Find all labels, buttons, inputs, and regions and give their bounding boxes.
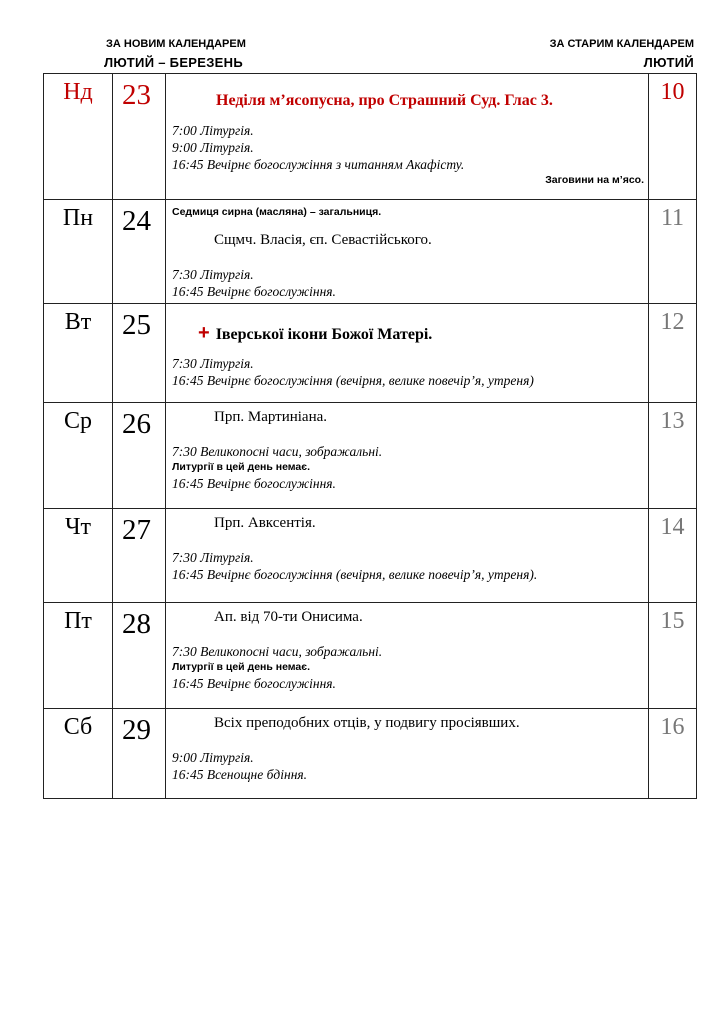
schedule-line: 7:00 Літургія. (172, 123, 254, 138)
new-date: 24 (113, 200, 166, 304)
schedule (172, 549, 644, 583)
day-of-week: Нд (44, 74, 113, 200)
schedule-line: 9:00 Літургія. (172, 140, 254, 155)
header-old-calendar: ЗА СТАРИМ КАЛЕНДАРЕМ (549, 38, 694, 50)
new-date: 27 (113, 509, 166, 603)
old-date: 14 (649, 509, 697, 603)
feast-name: Іверської ікони Божої Матері. (215, 326, 433, 343)
header-old-month: ЛЮТИЙ (643, 55, 694, 70)
feast-title: Прп. Авксентія. (214, 515, 316, 531)
week-subtitle: Седмиця сирна (масляна) – загальниця. (172, 206, 382, 218)
header-new-calendar: ЗА НОВИМ КАЛЕНДАРЕМ (106, 38, 246, 50)
feast-cross-icon: + (198, 322, 210, 344)
new-date: 26 (113, 403, 166, 509)
day-of-week: Пн (44, 200, 113, 304)
schedule-line: 7:30 Літургія. (172, 550, 254, 565)
old-date: 15 (649, 603, 697, 709)
day-row-monday (44, 200, 697, 304)
schedule-line: 16:45 Вечірнє богослужіння. (172, 476, 336, 491)
no-liturgy-note: Литургії в цей день немає. (172, 461, 310, 473)
day-content (166, 403, 649, 509)
old-date: 13 (649, 403, 697, 509)
feast-title: Неділя м’ясопусна, про Страшний Суд. Глас 3. (216, 92, 553, 109)
day-of-week: Вт (44, 304, 113, 403)
schedule-line: 7:30 Літургія. (172, 267, 254, 282)
day-row-saturday (44, 709, 697, 799)
old-date: 16 (649, 709, 697, 799)
day-of-week: Чт (44, 509, 113, 603)
schedule-line: 7:30 Великопосні часи, зображальні. (172, 644, 383, 659)
day-row-sunday (44, 74, 697, 200)
day-of-week: Сб (44, 709, 113, 799)
feast-title: Сщмч. Власія, єп. Севастійського. (214, 232, 432, 248)
day-note: Заговини на м’ясо. (545, 174, 644, 186)
schedule (172, 355, 644, 389)
schedule-line: 16:45 Вечірнє богослужіння з читанням Акафісту. (172, 157, 465, 172)
day-of-week: Пт (44, 603, 113, 709)
schedule (172, 443, 644, 492)
new-date: 23 (113, 74, 166, 200)
old-date: 10 (649, 74, 697, 200)
schedule-line: 7:30 Літургія. (172, 356, 254, 371)
old-date: 11 (649, 200, 697, 304)
calendar-table (43, 73, 697, 799)
new-date: 29 (113, 709, 166, 799)
feast-title: Всіх преподобних отців, у подвигу просіявших. (214, 715, 520, 731)
schedule-line: 16:45 Вечірнє богослужіння (вечірня, велике повечір’я, утреня) (172, 373, 534, 388)
day-content (166, 200, 649, 304)
header-new-months: ЛЮТИЙ – БЕРЕЗЕНЬ (104, 55, 243, 70)
old-date: 12 (649, 304, 697, 403)
day-content (166, 74, 649, 200)
feast-title: Прп. Мартиніана. (214, 409, 328, 425)
schedule (172, 266, 644, 300)
schedule-line: 9:00 Літургія. (172, 750, 254, 765)
schedule (172, 122, 644, 173)
schedule-line: 7:30 Великопосні часи, зображальні. (172, 444, 383, 459)
day-content (166, 603, 649, 709)
schedule (172, 749, 644, 783)
day-content (166, 709, 649, 799)
day-row-thursday (44, 509, 697, 603)
schedule-line: 16:45 Вечірнє богослужіння. (172, 284, 336, 299)
new-date: 28 (113, 603, 166, 709)
no-liturgy-note: Литургії в цей день немає. (172, 661, 310, 673)
day-of-week: Ср (44, 403, 113, 509)
feast-title (172, 310, 644, 345)
schedule-line: 16:45 Вечірнє богослужіння (вечірня, велике повечір’я, утреня). (172, 567, 538, 582)
day-row-tuesday (44, 304, 697, 403)
day-row-wednesday (44, 403, 697, 509)
schedule (172, 643, 644, 692)
schedule-line: 16:45 Всенощне бдіння. (172, 767, 308, 782)
schedule-line: 16:45 Вечірнє богослужіння. (172, 676, 336, 691)
day-row-friday (44, 603, 697, 709)
day-content (166, 304, 649, 403)
new-date: 25 (113, 304, 166, 403)
day-content (166, 509, 649, 603)
feast-title: Ап. від 70-ти Онисима. (214, 609, 363, 625)
